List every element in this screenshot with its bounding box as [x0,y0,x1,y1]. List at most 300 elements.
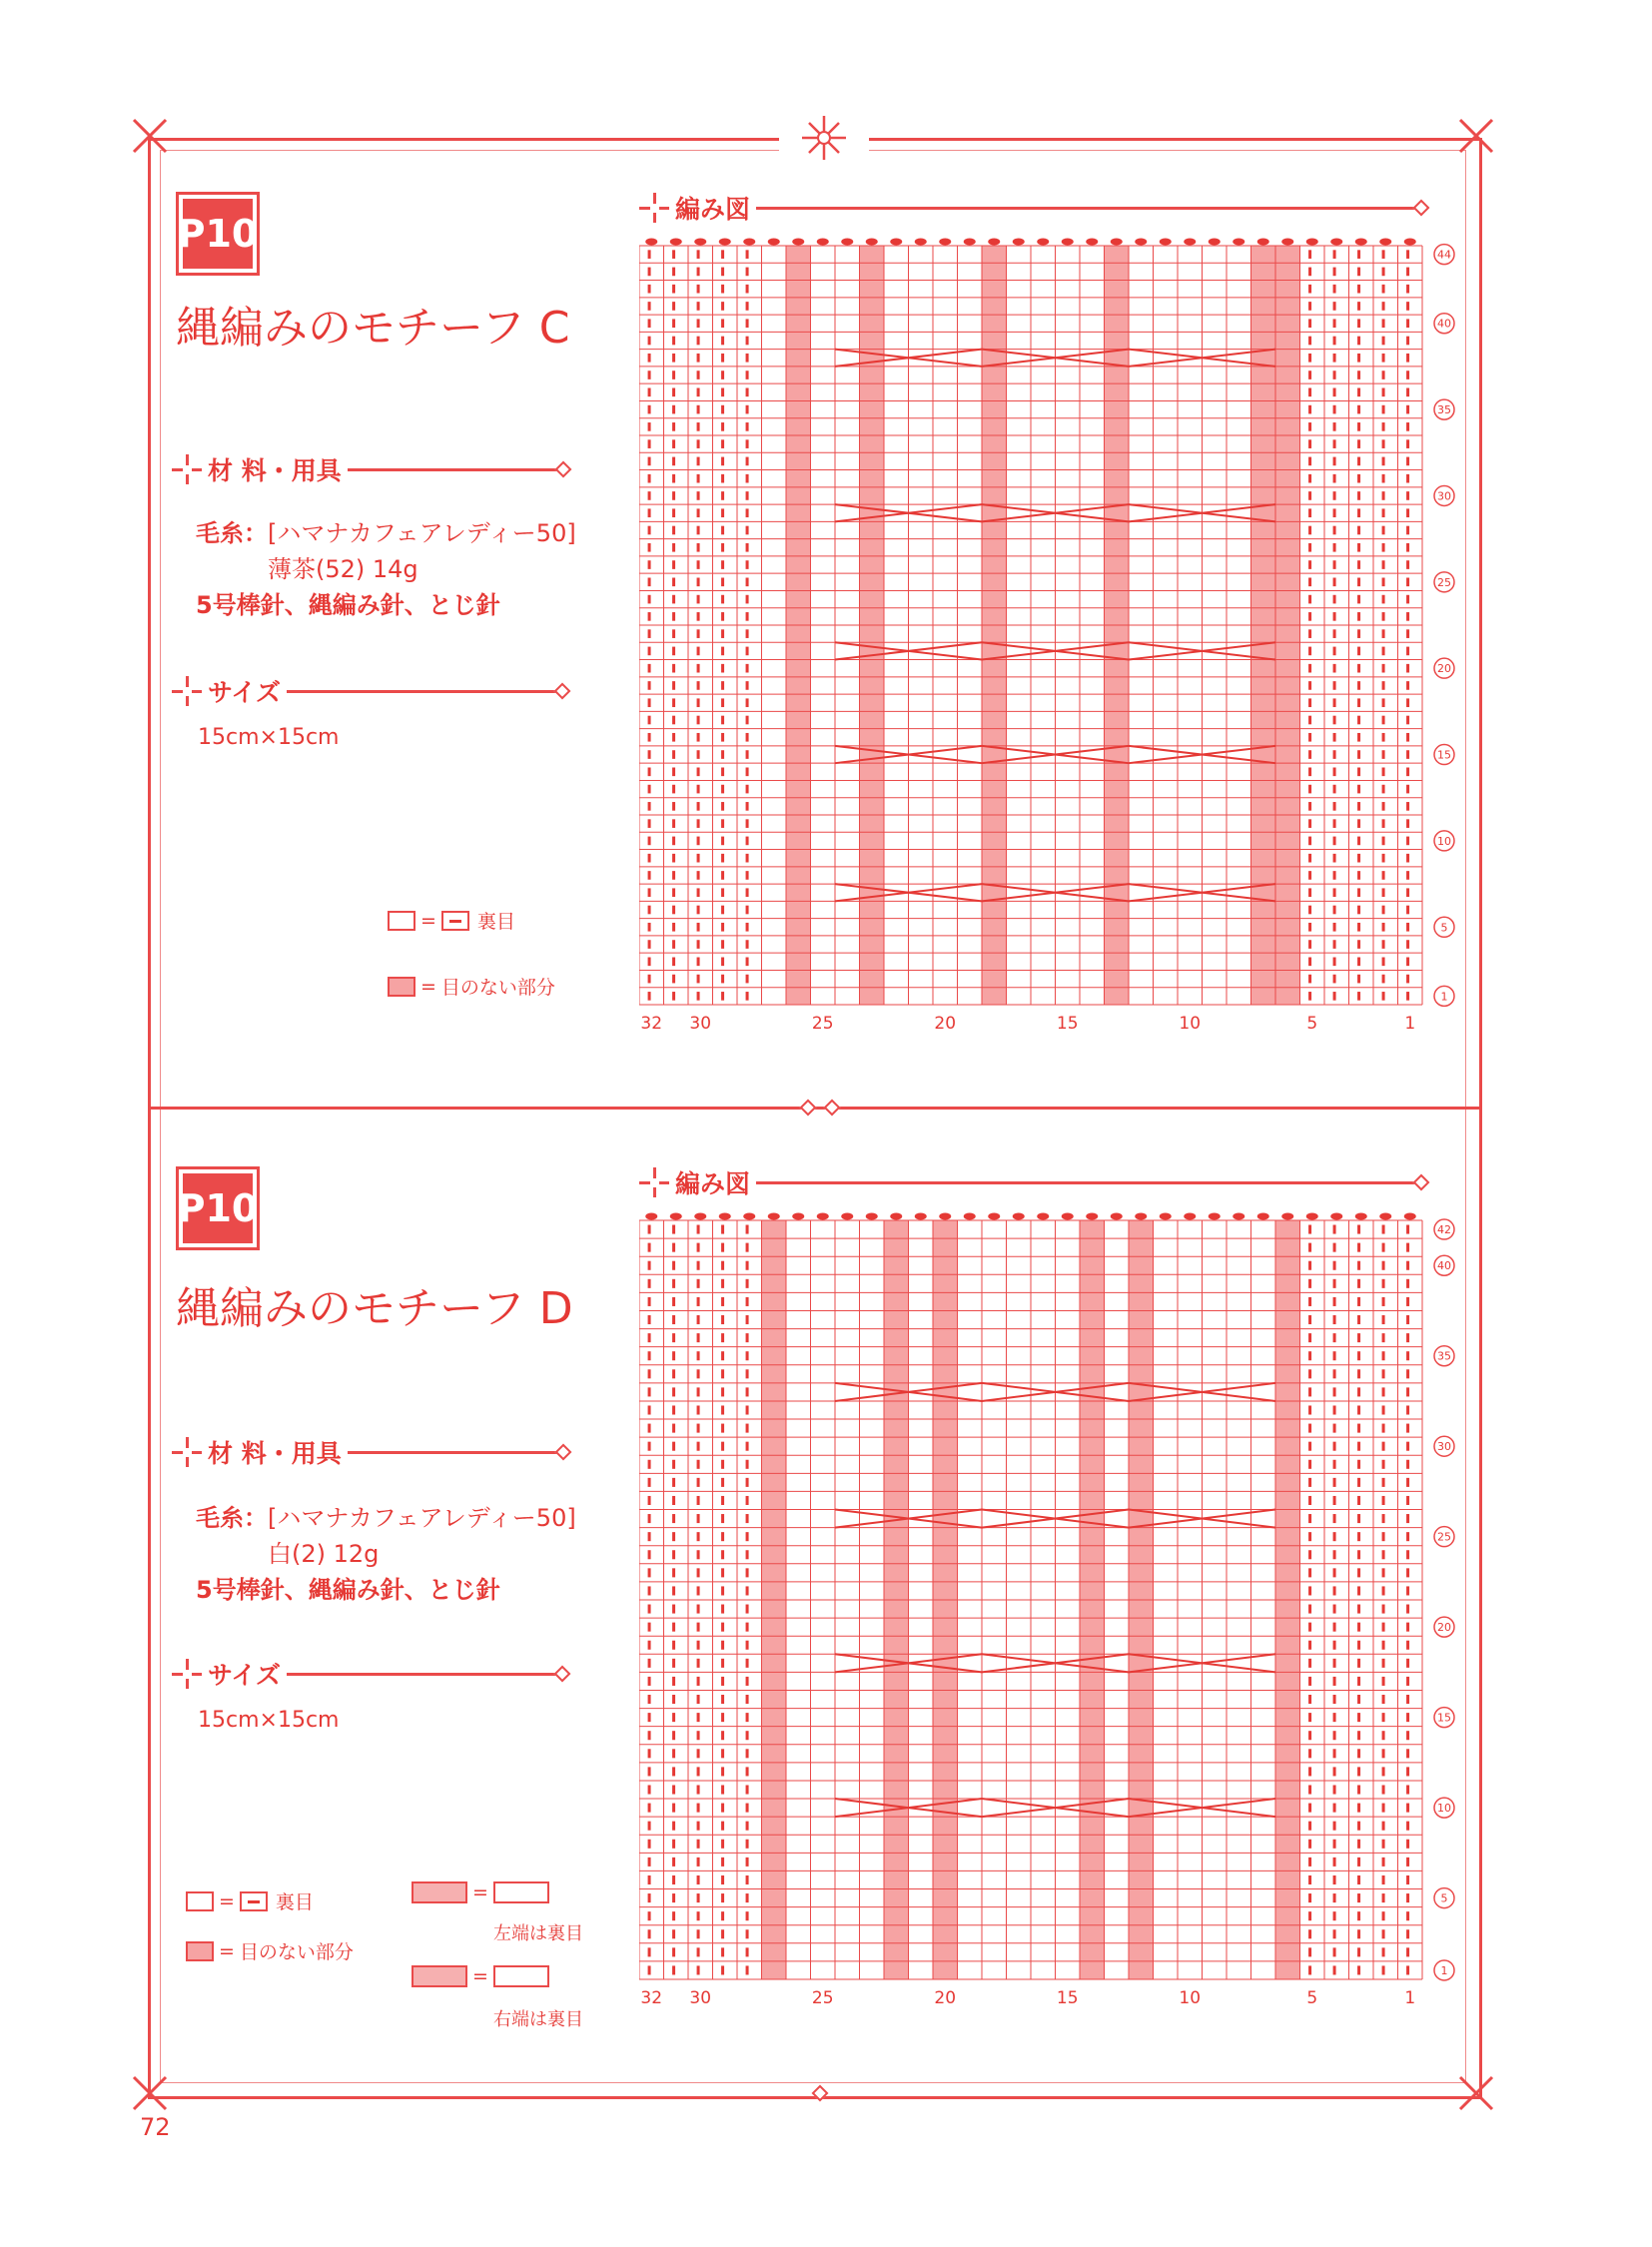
purl-mark [1357,595,1360,604]
purl-mark [672,1659,675,1668]
bind-off-mark [1209,239,1221,246]
purl-mark [1382,681,1385,690]
purl-mark [1308,1911,1311,1920]
purl-mark [648,1822,651,1831]
purl-mark [1308,319,1311,328]
purl-mark [746,1767,749,1776]
column-tick-label: 15 [1056,1014,1079,1034]
bind-off-mark [670,239,682,246]
purl-mark [1406,768,1409,777]
purl-mark [697,595,700,604]
purl-mark [746,1641,749,1650]
purl-mark [1333,716,1336,725]
bind-off-mark [1379,239,1391,246]
purl-mark [746,647,749,656]
purl-mark [697,1623,700,1632]
purl-mark [746,1225,749,1234]
purl-mark [697,1713,700,1722]
purl-mark [1357,526,1360,535]
pattern-badge: P10 [176,192,260,276]
purl-mark [648,819,651,828]
purl-mark [648,871,651,880]
purl-mark [1382,1405,1385,1414]
purl-mark [1382,768,1385,777]
purl-mark [1308,1243,1311,1252]
purl-mark [721,1947,724,1956]
purl-mark [1357,1840,1360,1849]
bind-off-mark [1160,1213,1172,1220]
purl-mark [746,975,749,984]
purl-mark [648,1695,651,1704]
purl-mark [721,1677,724,1686]
purl-mark [648,1243,651,1252]
purl-mark [721,405,724,414]
purl-mark [1406,629,1409,638]
purl-mark [697,422,700,431]
purl-mark [697,1641,700,1650]
cross-mark-icon [172,676,202,706]
bind-off-mark [1135,1213,1147,1220]
purl-mark [1382,854,1385,863]
purl-mark [721,1351,724,1360]
purl-mark [1333,871,1336,880]
bind-off-mark [645,239,657,246]
bind-off-mark [1257,239,1269,246]
cross-mark-icon [639,1167,669,1197]
purl-mark [1406,612,1409,621]
purl-mark [697,750,700,759]
purl-mark [1357,837,1360,846]
purl-mark [1357,1369,1360,1378]
purl-mark [1382,1315,1385,1324]
purl-mark [1308,1478,1311,1487]
purl-mark [721,612,724,621]
bind-off-mark [1330,239,1342,246]
purl-mark [697,1550,700,1559]
purl-mark [746,543,749,552]
purl-mark [1357,1532,1360,1541]
purl-mark [746,750,749,759]
purl-mark [1333,1713,1336,1722]
purl-mark [1308,250,1311,259]
purl-mark [1406,1965,1409,1974]
row-tick-label: 15 [1437,1711,1451,1725]
purl-mark [1333,750,1336,759]
cross-mark-icon [172,454,202,484]
row-tick-label: 5 [1440,1891,1448,1905]
diamond-icon [1413,1174,1430,1191]
purl-mark [721,1369,724,1378]
purl-mark [648,1405,651,1414]
purl-mark [721,302,724,311]
purl-mark [1357,422,1360,431]
purl-mark [1357,388,1360,397]
purl-mark [746,268,749,277]
purl-mark [672,422,675,431]
purl-mark [1382,819,1385,828]
purl-mark [746,1875,749,1884]
purl-mark [697,508,700,517]
bind-off-mark [1037,239,1049,246]
row-tick-label: 30 [1437,489,1451,503]
purl-mark [1357,250,1360,259]
purl-mark [1333,906,1336,915]
purl-mark [648,1911,651,1920]
purl-mark [1333,474,1336,483]
purl-mark [1357,1387,1360,1396]
purl-mark [1382,560,1385,569]
purl-mark [746,422,749,431]
purl-mark [1308,1929,1311,1938]
purl-mark [1382,250,1385,259]
purl-mark [746,1659,749,1668]
purl-mark [1406,1297,1409,1306]
purl-mark [1406,285,1409,294]
purl-mark [1308,595,1311,604]
purl-mark [1406,491,1409,500]
purl-mark [1308,1804,1311,1813]
purl-mark [721,698,724,707]
purl-mark [672,491,675,500]
purl-mark [721,250,724,259]
purl-mark [1333,1550,1336,1559]
purl-mark [1382,1460,1385,1469]
purl-mark [697,319,700,328]
purl-mark [672,1369,675,1378]
purl-mark [1357,785,1360,794]
purl-mark [672,354,675,363]
purl-mark [1308,1677,1311,1686]
purl-mark [1357,268,1360,277]
purl-mark [1357,819,1360,828]
purl-mark [746,1351,749,1360]
purl-mark [1333,975,1336,984]
purl-mark [746,958,749,967]
purl-mark [697,664,700,673]
purl-mark [697,975,700,984]
purl-mark [1357,1261,1360,1270]
purl-mark [1382,457,1385,466]
purl-mark [1406,1929,1409,1938]
purl-mark [1382,1586,1385,1595]
purl-mark [1333,337,1336,346]
purl-mark [746,595,749,604]
purl-mark [1333,923,1336,932]
purl-mark [1333,785,1336,794]
purl-mark [1333,1804,1336,1813]
purl-mark [746,1514,749,1523]
purl-mark [1357,1804,1360,1813]
diamond-icon [554,683,571,700]
column-tick-label: 32 [640,1988,663,2008]
purl-mark [1406,906,1409,915]
purl-mark [1308,1731,1311,1740]
purl-mark [1406,647,1409,656]
purl-mark [1406,250,1409,259]
purl-mark [1333,1243,1336,1252]
purl-mark [697,1279,700,1288]
purl-mark [648,1279,651,1288]
purl-mark [697,1586,700,1595]
purl-mark [672,1641,675,1650]
purl-mark [721,1713,724,1722]
column-tick-label: 30 [689,1988,712,2008]
purl-mark [1406,319,1409,328]
row-tick-label: 40 [1437,317,1451,331]
purl-mark [672,698,675,707]
purl-mark [721,491,724,500]
purl-mark [697,1424,700,1433]
purl-mark [697,802,700,811]
purl-mark [1382,629,1385,638]
purl-mark [721,1568,724,1577]
purl-mark [1333,371,1336,379]
purl-mark [1382,1713,1385,1722]
purl-mark [1357,958,1360,967]
purl-mark [648,1785,651,1794]
purl-mark [672,1333,675,1342]
purl-mark [721,854,724,863]
purl-mark [721,371,724,379]
purl-mark [672,1804,675,1813]
purl-mark [1333,1424,1336,1433]
purl-mark [1308,1297,1311,1306]
purl-mark [648,526,651,535]
purl-mark [697,578,700,587]
purl-mark [697,1369,700,1378]
purl-mark [1333,1947,1336,1956]
purl-mark [672,268,675,277]
purl-mark [721,354,724,363]
purl-mark [1406,958,1409,967]
bind-off-mark [719,1213,731,1220]
purl-mark [1382,1840,1385,1849]
purl-mark [1333,439,1336,448]
purl-mark [672,302,675,311]
purl-mark [1333,1532,1336,1541]
purl-mark [672,1243,675,1252]
purl-mark [1333,1297,1336,1306]
purl-mark [1333,578,1336,587]
row-tick-label: 5 [1440,921,1448,935]
purl-mark [672,612,675,621]
purl-mark [648,1387,651,1396]
legend-cable-right: = [412,1965,549,1987]
bind-off-mark [915,1213,927,1220]
purl-mark [672,871,675,880]
purl-mark [672,802,675,811]
purl-mark [672,629,675,638]
purl-mark [1406,871,1409,880]
purl-mark [1382,1749,1385,1758]
purl-mark [648,285,651,294]
purl-mark [1406,1822,1409,1831]
purl-mark [1406,992,1409,1001]
bind-off-mark [1062,239,1074,246]
purl-mark [697,992,700,1001]
purl-mark [697,474,700,483]
purl-mark [672,1965,675,1974]
purl-mark [1308,1586,1311,1595]
purl-mark [672,664,675,673]
purl-mark [1406,975,1409,984]
purl-mark [697,1514,700,1523]
purl-mark [672,1623,675,1632]
purl-mark [1333,560,1336,569]
purl-mark [1382,1677,1385,1686]
bind-off-mark [939,1213,951,1220]
purl-mark [1308,1315,1311,1324]
purl-mark [721,992,724,1001]
purl-mark [1308,785,1311,794]
purl-mark [672,716,675,725]
purl-mark [648,595,651,604]
bind-off-mark [841,1213,853,1220]
bind-off-mark [743,1213,755,1220]
purl-mark [672,1387,675,1396]
purl-mark [697,854,700,863]
purl-mark [648,1731,651,1740]
purl-mark [1333,1369,1336,1378]
purl-mark [648,1478,651,1487]
purl-mark [721,1965,724,1974]
purl-mark [1406,388,1409,397]
purl-mark [1308,647,1311,656]
purl-mark [721,1442,724,1451]
purl-mark [1357,1496,1360,1505]
purl-mark [672,578,675,587]
purl-mark [672,1731,675,1740]
purl-mark [1333,629,1336,638]
purl-mark [1406,1947,1409,1956]
purl-mark [1382,595,1385,604]
purl-mark [1406,1405,1409,1414]
purl-mark [721,439,724,448]
purl-mark [648,578,651,587]
purl-mark [746,1424,749,1433]
purl-mark [1308,439,1311,448]
legend-no-stitch: = 目のない部分 [186,1937,354,1964]
purl-mark [697,1333,700,1342]
bind-off-mark [1184,1213,1196,1220]
purl-mark [648,992,651,1001]
purl-mark [746,1929,749,1938]
purl-mark [648,422,651,431]
purl-mark [1357,1514,1360,1523]
purl-mark [697,1405,700,1414]
purl-mark [721,422,724,431]
purl-mark [1308,716,1311,725]
purl-mark [1357,854,1360,863]
purl-mark [697,785,700,794]
purl-mark [1357,1767,1360,1776]
purl-mark [721,1804,724,1813]
purl-mark [1357,319,1360,328]
purl-mark [721,750,724,759]
purl-mark [1308,802,1311,811]
purl-mark [1357,1478,1360,1487]
purl-mark [1357,1695,1360,1704]
purl-mark [672,526,675,535]
purl-mark [746,1460,749,1469]
purl-mark [648,354,651,363]
purl-mark [1406,1496,1409,1505]
purl-mark [721,906,724,915]
purl-mark [746,337,749,346]
purl-mark [1308,1333,1311,1342]
purl-mark [1406,1243,1409,1252]
purl-mark [648,1568,651,1577]
purl-mark [672,1929,675,1938]
pattern-badge: P10 [176,1166,260,1250]
purl-mark [746,1405,749,1414]
purl-mark [1333,405,1336,414]
purl-mark [672,371,675,379]
purl-mark [648,958,651,967]
purl-mark [648,1623,651,1632]
purl-mark [697,1460,700,1469]
purl-mark [746,1713,749,1722]
purl-mark [672,681,675,690]
purl-mark [648,1947,651,1956]
purl-mark [1308,664,1311,673]
purl-mark [1406,1695,1409,1704]
purl-mark [672,785,675,794]
purl-mark [1308,560,1311,569]
purl-mark [721,1731,724,1740]
purl-mark [648,940,651,949]
purl-mark [1333,1586,1336,1595]
row-tick-label: 40 [1437,1259,1451,1273]
purl-mark [721,1315,724,1324]
purl-mark [1382,906,1385,915]
purl-mark [648,1315,651,1324]
purl-mark [721,1387,724,1396]
purl-mark [746,371,749,379]
purl-mark [1406,1840,1409,1849]
purl-mark [1357,1550,1360,1559]
purl-mark [1308,1785,1311,1794]
purl-mark [721,1840,724,1849]
purl-mark [697,1749,700,1758]
bind-off-mark [1233,239,1244,246]
purl-mark [1382,750,1385,759]
purl-mark [697,302,700,311]
column-tick-label: 1 [1404,1014,1416,1034]
purl-mark [746,1442,749,1451]
purl-mark [1357,1822,1360,1831]
purl-mark [1308,1460,1311,1469]
purl-mark [1308,371,1311,379]
purl-mark [672,1767,675,1776]
purl-mark [721,975,724,984]
purl-mark [1406,1804,1409,1813]
purl-mark [697,1478,700,1487]
bind-off-mark [866,1213,878,1220]
purl-mark [672,1460,675,1469]
bind-off-mark [1355,1213,1367,1220]
purl-mark [697,457,700,466]
bind-off-mark [1306,239,1318,246]
purl-mark [1333,647,1336,656]
purl-mark [1406,1641,1409,1650]
bind-off-mark [1160,239,1172,246]
purl-mark [1382,992,1385,1001]
purl-mark [746,1369,749,1378]
purl-mark [672,958,675,967]
purl-mark [1357,733,1360,742]
purl-mark [1357,1731,1360,1740]
